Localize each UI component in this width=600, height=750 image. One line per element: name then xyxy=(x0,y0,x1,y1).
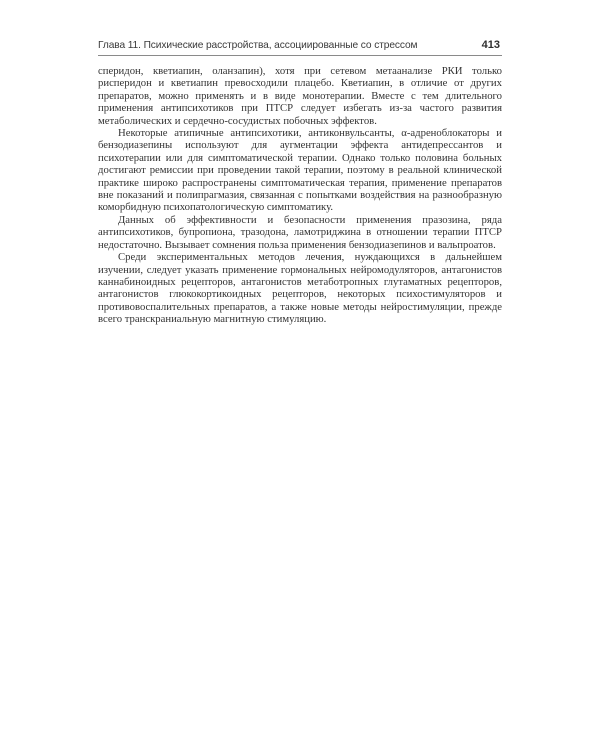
running-header xyxy=(98,36,502,58)
paragraph-experimental-methods: Среди экспериментальных методов лечения, нуждающихся в дальнейшем изучении, следует указать применение гормональных нейромодуляторов, антагонистов каннабиноидных рецепторов, антагонистов метаботропных глутаматных рецепторов, антагонистов глюкокортикоидных рецепторов, некоторых психостимуляторов и противовоспалительных препаратов, а также новые методы нейростимуляции, прежде всего транскраниальную магнитную стимуляцию. xyxy=(98,251,502,326)
paragraph-augmentation: Некоторые атипичные антипсихотики, антиконвульсанты, α-адреноблокаторы и бензодиазепины используют для аугментации эффекта антидепрессантов и психотерапии или для симптоматической терапии. Однако только половина больных достигают ремиссии при проведении такой терапии, поэтому в реальной клинической практике широко распространены симптоматическая терапия, применение препаратов вне показаний и полипрагмазия, связанная с попытками воздействия на разнообразную коморбидную психопатологическую симптоматику. xyxy=(98,127,502,214)
header-rule xyxy=(98,55,502,56)
page-number: 413 xyxy=(481,39,500,51)
paragraph-continuation: сперидон, кветиапин, оланзапин), хотя при сетевом метаанализе РКИ только рисперидон и кветиапин превосходили плацебо. Кветиапин, в отличие от других препаратов, можно применять и в виде монотерапии. Вместе с тем длительного применения антипсихотиков при ПТСР следует избегать из-за частого развития метаболических и сердечно-сосудистых побочных эффектов. xyxy=(98,65,502,127)
body-text xyxy=(98,65,502,326)
chapter-title: Глава 11. Психические расстройства, ассоциированные со стрессом xyxy=(98,40,418,51)
paragraph-evidence: Данных об эффективности и безопасности применения празозина, ряда антипсихотиков, бупропиона, тразодона, ламотриджина в отношении терапии ПТСР недостаточно. Вызывает сомнения польза применения бензодиазепинов и вальпроатов. xyxy=(98,213,502,251)
